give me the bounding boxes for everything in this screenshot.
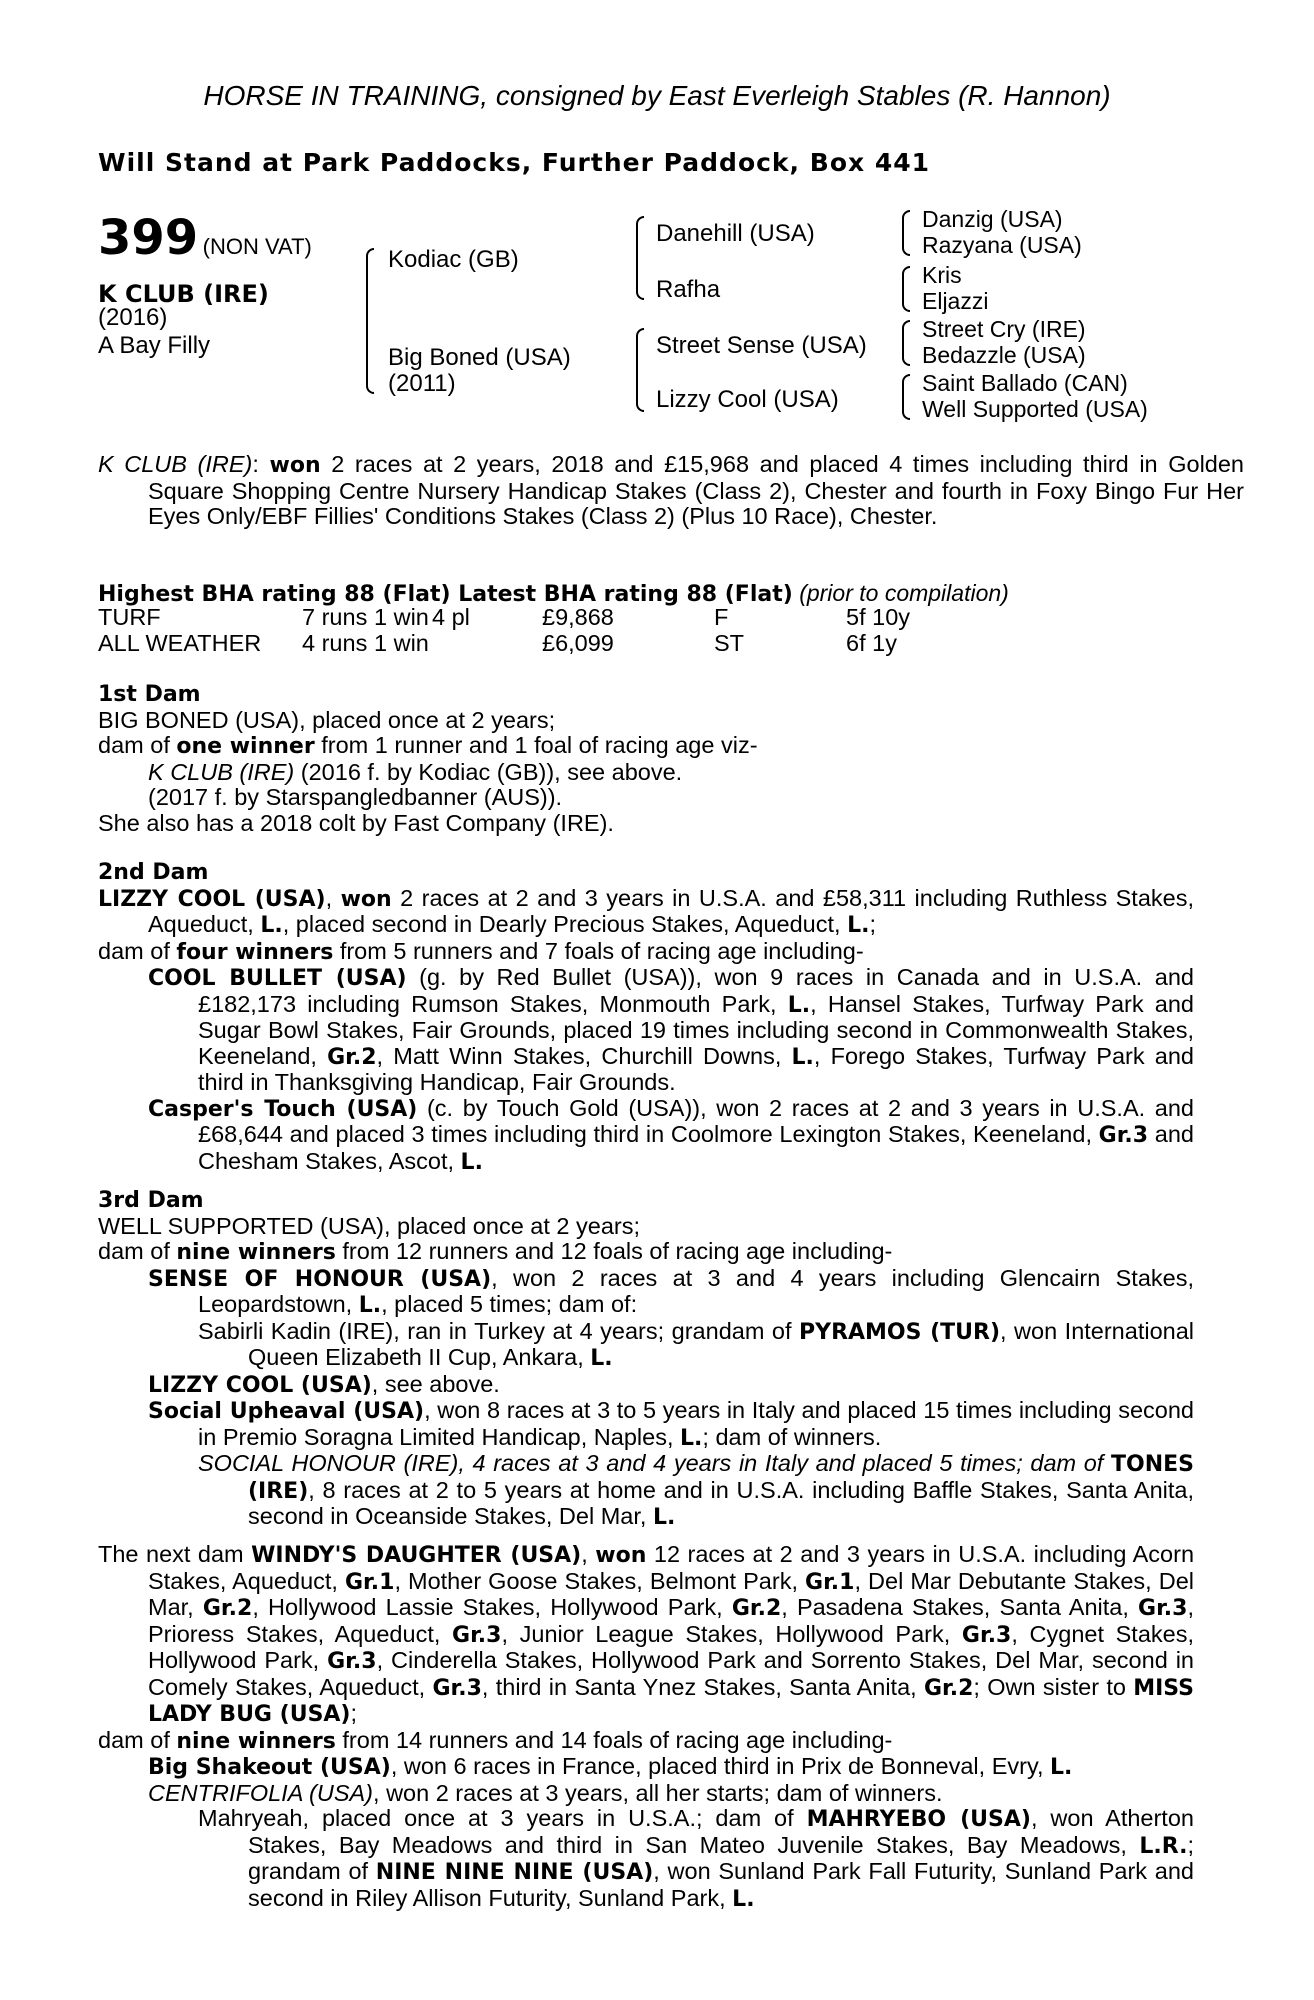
third-dam-winners: nine winners — [176, 1240, 336, 1265]
progeny-name: Social Upheaval (USA) — [148, 1399, 425, 1424]
listed-tag: L. — [358, 1293, 382, 1318]
listed-tag: L. — [260, 913, 283, 938]
pedigree-ssd: Razyana (USA) — [922, 232, 1082, 258]
group-tag: Gr.1 — [345, 1569, 395, 1595]
next-dam-won: won — [595, 1543, 647, 1568]
ratings-heading-row — [98, 580, 1009, 607]
progeny-text: and Chesham Stakes, Ascot, — [198, 1121, 1194, 1174]
group-tag: Gr.3 — [1098, 1123, 1149, 1148]
progeny-text: , won 6 races in France, placed third in Prix de Bonneval, Evry, — [390, 1753, 1051, 1779]
pedigree-brace-sire — [636, 216, 644, 300]
pedigree-sire-sire: Danehill (USA) — [656, 220, 815, 247]
listed-tag: L. — [590, 1346, 613, 1371]
next-dam-text: , Cygnet Stakes, Hollywood Park, — [148, 1620, 1195, 1673]
next-dam-text: , Cinderella Stakes, Hollywood Park and Sorrento Stakes, Del Mar, second in Comely Stakes, Aqueduct, — [148, 1647, 1194, 1700]
progeny-text: (g. by Red Bullet (USA)), won 9 races in Canada and in U.S.A. and £182,173 including Rumson Stakes, Monmouth Park, — [198, 964, 1194, 1017]
horse-name: K CLUB (IRE) — [98, 280, 269, 308]
table-row — [98, 605, 910, 631]
listed-tag: L. — [680, 1425, 703, 1451]
pedigree-dam-sire: Street Sense (USA) — [656, 332, 867, 359]
progeny-name: Big Shakeout (USA) — [148, 1755, 391, 1780]
group-tag: Gr.3 — [327, 1649, 377, 1674]
group-tag: Gr.3 — [432, 1675, 482, 1701]
horse-year: (2016) — [98, 304, 168, 331]
progeny-name: LIZZY COOL (USA) — [148, 1372, 372, 1398]
listed-tag: L. — [652, 1505, 676, 1530]
pedigree-dam-dam: Lizzy Cool (USA) — [656, 386, 839, 413]
progeny-sabirli-kadin — [198, 1319, 1194, 1372]
third-dam-section — [98, 1188, 1194, 1531]
progeny-name: PYRAMOS (TUR) — [799, 1319, 1001, 1345]
progeny-text: (c. by Touch Gold (USA)), won 2 races at 2 and 3 years in U.S.A. and £68,644 and placed 3 times including third in Coolmore Lexington Stakes, Keeneland, — [198, 1094, 1194, 1147]
lot-header — [98, 210, 312, 266]
progeny-text: ; grandam of — [248, 1831, 1194, 1884]
summary-horse-name: K CLUB (IRE) — [98, 451, 253, 477]
listed-tag: L. — [787, 992, 811, 1018]
progeny-name: CENTRIFOLIA (USA) — [148, 1779, 374, 1806]
next-dam-text: , Prioress Stakes, Aqueduct, — [148, 1594, 1194, 1647]
third-dam-heading: 3rd Dam — [98, 1188, 204, 1213]
first-dam-progeny-2017: (2017 f. by Starspangledbanner (AUS)). — [148, 784, 563, 810]
group-tag: Gr.2 — [731, 1596, 782, 1621]
summary-won: won — [269, 453, 321, 478]
stand-location: Will Stand at Park Paddocks, Further Paddock, Box 441 — [98, 148, 931, 177]
progeny-lizzy-cool — [148, 1372, 1194, 1399]
progeny-text: , Hansel Stakes, Turfway Park and Sugar Bowl Stakes, Fair Grounds, placed 19 times including second in Commonwealth Stakes, Keeneland, — [198, 990, 1194, 1069]
next-dam-text: , Hollywood Lassie Stakes, Hollywood Park, — [252, 1594, 732, 1620]
progeny-cool-bullet — [148, 965, 1194, 1096]
progeny-text: Sabirli Kadin (IRE), ran in Turkey at 4 years; grandam of — [198, 1317, 800, 1344]
progeny-name: Casper's Touch (USA) — [148, 1096, 418, 1122]
listed-tag: L. — [1050, 1755, 1073, 1780]
progeny-text: , 8 races at 2 to 5 years at home and in U.S.A. including Baffle Stakes, Santa Anita, second in Oceanside Stakes, Del Mar, — [248, 1476, 1194, 1529]
record-wins: 1 win — [374, 604, 429, 630]
consignor-heading: HORSE IN TRAINING, consigned by East Everleigh Stables (R. Hannon) — [203, 80, 1111, 111]
pedigree-dss: Street Cry (IRE) — [922, 316, 1086, 342]
record-placed — [432, 631, 542, 657]
next-dam-text: 12 races at 2 and 3 years in U.S.A. including Acorn Stakes, Aqueduct, — [148, 1541, 1195, 1594]
second-dam-text: from 5 runners and 7 foals of racing age including- — [333, 937, 864, 964]
next-dam-winners: nine winners — [176, 1728, 336, 1754]
first-dam-text: dam of — [98, 732, 177, 758]
second-dam-section: 2nd Dam LIZZY COOL (USA), won 2 races at 2 and 3 years in U.S.A. and £58,311 including Ruthless Stakes, Aqueduct, L., placed second in Dearly Precious Stakes, Aqueduct, L.; dam of four winners from 5 runners and 7 foals of racing age including- COOL BULLET (USA) (g. by Red Bullet (USA)), won 9 races in Canada and in U.S.A. and £182,173 including Rumson Stakes, Monmouth Park, L., Hansel Stakes, Turfway Park and Sugar Bowl Stakes, Fair Grounds, placed 19 times including second in Commonwealth Stakes, Keeneland, Gr.2, Matt Winn Stakes, Churchill Downs, L., Forego Stakes, Turfway Park and third in Thanksgiving Handicap, Fair Grounds. Casper's Touch (USA) (c. by Touch Gold (USA)), won 2 races at 2 and 3 years in U.S.A. and £68,644 and placed 3 times including third in Coolmore Lexington Stakes, Keeneland, Gr.3 and Chesham Stakes, Ascot, L. — [98, 860, 1195, 1175]
progeny-name: TONES (IRE) — [248, 1452, 1194, 1504]
progeny-name: MAHRYEBO (USA) — [806, 1807, 1031, 1832]
progeny-name: SOCIAL HONOUR (IRE) — [198, 1450, 459, 1476]
pedigree-brace-ds — [902, 320, 910, 366]
listed-tag: L. — [847, 913, 870, 938]
record-prize: £6,099 — [542, 629, 614, 656]
record-distance: 6f 1y — [846, 629, 897, 656]
second-dam-text: dam of — [98, 937, 177, 964]
record-wins: 1 win — [374, 629, 429, 656]
group-tag: Gr.2 — [327, 1044, 377, 1070]
progeny-text: , see above. — [371, 1370, 500, 1397]
progeny-text: , won 8 races at 3 to 5 years in Italy and placed 15 times including second in Premio Soragna Limited Handicap, Naples, — [198, 1397, 1194, 1450]
next-dam-text: , Junior League Stakes, Hollywood Park, — [501, 1620, 962, 1647]
group-tag: Gr.3 — [961, 1622, 1012, 1648]
group-tag: Gr.1 — [805, 1569, 855, 1595]
second-dam-winners: four winners — [176, 939, 334, 965]
next-dam-name: WINDY'S DAUGHTER (USA) — [251, 1543, 582, 1568]
second-dam-text: ; — [869, 911, 876, 937]
second-dam-heading: 2nd Dam — [98, 860, 209, 885]
group-tag: Gr.3 — [1138, 1596, 1188, 1621]
progeny-text: , won 2 races at 3 years, all her starts; dam of winners. — [373, 1779, 943, 1806]
next-dam-section: The next dam WINDY'S DAUGHTER (USA), won 12 races at 2 and 3 years in U.S.A. including Acorn Stakes, Aqueduct, Gr.1, Mother Goose Stakes, Belmont Park, Gr.1, Del Mar Debutante Stakes, Del Mar, Gr.2, Hollywood Lassie Stakes, Hollywood Park, Gr.2, Pasadena Stakes, Santa Anita, Gr.3, Prioress Stakes, Aqueduct, Gr.3, Junior League Stakes, Hollywood Park, Gr.3, Cygnet Stakes, Hollywood Park, Gr.3, Cinderella Stakes, Hollywood Park and Sorrento Stakes, Del Mar, second in Comely Stakes, Aqueduct, Gr.3, third in Santa Ynez Stakes, Santa Anita, Gr.2; Own sister to MISS LADY BUG (USA); dam of nine winners from 14 runners and 14 foals of racing age including- Big Shakeout (USA), won 6 races in France, placed third in Prix de Bonneval, Evry, L. CENTRIFOLIA (USA), won 2 races at 3 years, all her starts; dam of winners. Mahryeah, placed once at 3 years in U.S.A.; dam of MAHRYEBO (USA), won Atherton Stakes, Bay Meadows and third in San Mateo Juvenile Stakes, Bay Meadows, L.R.; grandam of NINE NINE NINE (USA), won Sunland Park Fall Futurity, Sunland Park and second in Riley Allison Futurity, Sunland Park, L. — [98, 1541, 1195, 1912]
race-summary: K CLUB (IRE): won 2 races at 2 years, 2018 and £15,968 and placed 4 times including third in Golden Square Shopping Centre Nursery Handicap Stakes (Class 2), Chester and fourth in Foxy Bingo Fur Her Eyes Only/EBF Fillies' Conditions Stakes (Class 2) (Plus 10 Race), Chester. — [98, 451, 1245, 529]
listed-tag: L. — [460, 1149, 483, 1175]
third-dam-line: WELL SUPPORTED (USA), placed once at 2 years; — [98, 1212, 641, 1239]
pedigree-dam: Big Boned (USA) — [388, 344, 571, 371]
first-dam-foal-2018: She also has a 2018 colt by Fast Company (IRE). — [98, 809, 614, 836]
first-dam-winners: one winner — [176, 734, 315, 759]
record-going: F — [714, 604, 729, 630]
pedigree-sire-dam: Rafha — [656, 276, 721, 303]
second-dam-text: 2 races at 2 and 3 years in U.S.A. and £58,311 including Ruthless Stakes, Aqueduct, — [148, 884, 1195, 937]
pedigree-ddd: Well Supported (USA) — [922, 396, 1148, 422]
progeny-mahryeah — [198, 1806, 1194, 1912]
first-dam-progeny-name: K CLUB (IRE) — [148, 758, 295, 785]
progeny-text: ; dam of winners. — [702, 1423, 882, 1450]
next-dam-text: , Pasadena Stakes, Santa Anita, — [781, 1594, 1139, 1620]
progeny-text: , Matt Winn Stakes, Churchill Downs, — [376, 1042, 792, 1069]
next-dam-text: , Mother Goose Stakes, Belmont Park, — [394, 1567, 806, 1594]
progeny-caspers-touch — [148, 1096, 1194, 1176]
next-dam-text: The next dam — [98, 1541, 252, 1567]
second-dam-text: , placed second in Dearly Precious Stakes, Aqueduct, — [282, 911, 848, 937]
record-runs: 4 runs — [302, 629, 368, 656]
pedigree-sire: Kodiac (GB) — [388, 246, 519, 273]
vat-status: (NON VAT) — [202, 234, 312, 259]
record-surface: ALL WEATHER — [98, 629, 262, 656]
record-placed: 4 pl — [432, 604, 470, 630]
group-tag: Gr.2 — [923, 1675, 974, 1701]
pedigree-dam-year: (2011) — [388, 370, 456, 397]
group-tag: Gr.2 — [202, 1596, 253, 1621]
next-dam-text: dam of — [98, 1726, 177, 1753]
summary-text: 2 races at 2 years, 2018 and £15,968 and placed 4 times including third in Golden Square Shopping Centre Nursery Handicap Stakes (Class 2), Chester and fourth in Foxy Bingo Fur Her Eyes Only/EBF Fillies' Conditions Stakes (Class 2) (Plus 10 Race), Chester. — [148, 451, 1245, 529]
first-dam-progeny-text: (2016 f. by Kodiac (GB)), see above. — [294, 758, 683, 785]
ratings-heading: Highest BHA rating 88 (Flat) Latest BHA rating 88 (Flat) — [98, 582, 793, 607]
table-row — [98, 631, 910, 657]
third-dam-text: from 12 runners and 12 foals of racing age including- — [335, 1238, 893, 1264]
next-dam-text: ; — [350, 1700, 358, 1726]
progeny-sense-of-honour — [148, 1266, 1194, 1319]
pedigree-sss: Danzig (USA) — [922, 206, 1063, 232]
pedigree-sdd: Eljazzi — [922, 288, 989, 314]
first-dam-line: BIG BONED (USA), placed once at 2 years; — [98, 706, 556, 733]
progeny-name: COOL BULLET (USA) — [148, 966, 407, 991]
third-dam-text: dam of — [98, 1238, 177, 1264]
progeny-text: , won Sunland Park Fall Futurity, Sunland Park and second in Riley Allison Futurity, Sunland Park, — [248, 1858, 1194, 1911]
progeny-text: Mahryeah, placed once at 3 years in U.S.A.; dam of — [198, 1805, 807, 1831]
sister-name: MISS LADY BUG (USA) — [148, 1675, 1194, 1727]
first-dam-heading: 1st Dam — [98, 682, 201, 707]
listed-tag: L. — [791, 1044, 814, 1070]
next-dam-text: from 14 runners and 14 foals of racing age including- — [335, 1726, 893, 1753]
pedigree-brace-main — [366, 248, 374, 394]
progeny-text: , placed 5 times; dam of: — [381, 1291, 638, 1317]
record-distance: 5f 10y — [846, 604, 911, 630]
pedigree-brace-ss — [902, 210, 910, 256]
progeny-text: , won International Queen Elizabeth II Cup, Ankara, — [248, 1317, 1195, 1370]
progeny-text: , won Atherton Stakes, Bay Meadows and third in San Mateo Juvenile Stakes, Bay Meadows, — [248, 1805, 1194, 1858]
ratings-note: (prior to compilation) — [799, 580, 1009, 606]
pedigree-dds: Saint Ballado (CAN) — [922, 370, 1128, 396]
progeny-name: NINE NINE NINE (USA) — [375, 1860, 654, 1885]
record-surface: TURF — [98, 604, 161, 630]
horse-description: A Bay Filly — [98, 332, 211, 359]
listed-tag: L. — [732, 1886, 755, 1912]
pedigree-brace-dam — [636, 328, 644, 412]
group-tag: Gr.3 — [452, 1622, 502, 1648]
pedigree-brace-sd — [902, 266, 910, 312]
pedigree-sds: Kris — [922, 262, 962, 288]
progeny-text: , Forego Stakes, Turfway Park and third in Thanksgiving Handicap, Fair Grounds. — [198, 1042, 1194, 1095]
listed-tag: L.R. — [1139, 1833, 1188, 1859]
next-dam-text: ; Own sister to — [973, 1673, 1134, 1700]
next-dam-text: , Del Mar Debutante Stakes, Del Mar, — [148, 1567, 1194, 1620]
progeny-social-honour — [198, 1451, 1194, 1531]
first-dam-section — [98, 682, 1194, 836]
progeny-social-upheaval — [148, 1398, 1194, 1451]
record-runs: 7 runs — [302, 604, 368, 630]
progeny-text: , won 2 races at 3 and 4 years including Glencairn Stakes, Leopardstown, — [198, 1264, 1194, 1317]
lot-number: 399 — [98, 210, 199, 266]
racing-record-table — [98, 605, 910, 656]
record-going: ST — [714, 629, 745, 656]
next-dam-text: , third in Santa Ynez Stakes, Santa Anita, — [481, 1673, 924, 1700]
progeny-centrifolia — [148, 1781, 1194, 1807]
record-prize: £9,868 — [542, 604, 614, 630]
progeny-text: , 4 races at 3 and 4 years in Italy and placed 5 times; dam of — [458, 1450, 1111, 1476]
progeny-name: SENSE OF HONOUR (USA) — [148, 1266, 492, 1292]
second-dam-name: LIZZY COOL (USA) — [98, 886, 326, 912]
second-dam-won: won — [340, 886, 392, 912]
pedigree-dsd: Bedazzle (USA) — [922, 342, 1086, 368]
progeny-big-shakeout — [148, 1754, 1194, 1781]
first-dam-text: from 1 runner and 1 foal of racing age viz- — [314, 732, 758, 758]
pedigree-brace-dd — [902, 374, 910, 420]
